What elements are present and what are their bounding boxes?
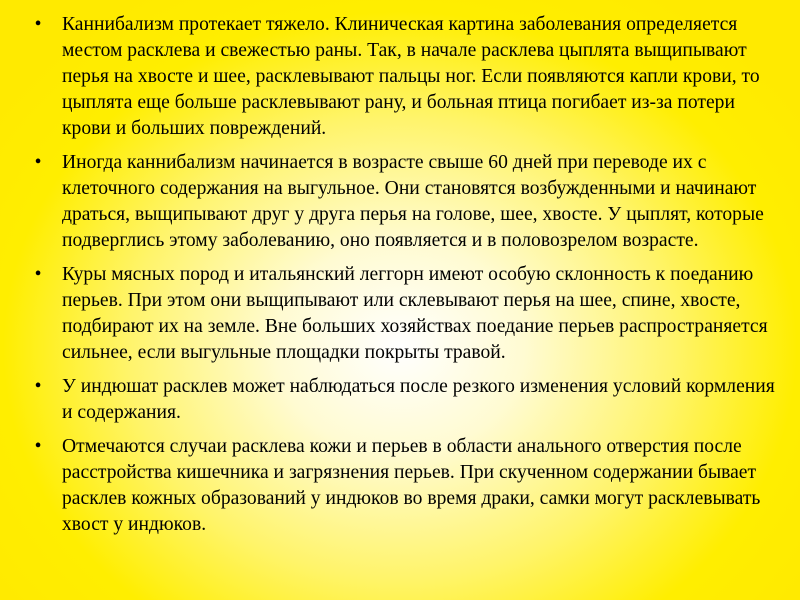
bullet-dot-icon: • — [34, 14, 42, 35]
bullet-dot-icon: • — [34, 264, 42, 285]
bullet-text: У индюшат расклев может наблюдаться после резкого изменения условий кормления и содержания. — [62, 376, 775, 423]
bullet-item-feather-eating — [30, 262, 780, 366]
bullet-item-age-onset — [30, 150, 780, 254]
bullet-dot-icon: • — [34, 436, 42, 457]
bullet-item-cannibalism-course — [30, 12, 780, 142]
bullet-dot-icon: • — [34, 376, 42, 397]
bullet-text: Иногда каннибализм начинается в возрасте свыше 60 дней при переводе их с клеточного содержания на выгульное. Они становятся возбужденными и начинают драться, выщипывают друг у друга перья на голове, шее, хвосте. У цыплят, которые подверглись этому заболеванию, оно появляется и в половозрелом возрасте. — [62, 152, 764, 251]
bullet-item-skin-pecking — [30, 434, 780, 538]
bullet-dot-icon: • — [34, 152, 42, 173]
bullet-item-turkey-poults — [30, 374, 780, 426]
bullet-text: Куры мясных пород и итальянский леггорн имеют особую склонность к поеданию перьев. При этом они выщипывают или склевывают перья на шее, спине, хвосте, подбирают их на земле. Вне больших хозяйствах поедание перьев распространяется сильнее, если выгульные площадки покрыты травой. — [62, 264, 768, 363]
bullet-list — [30, 12, 780, 546]
bullet-text: Отмечаются случаи расклева кожи и перьев в области анального отверстия после расстройства кишечника и загрязнения перьев. При скученном содержании бывает расклев кожных образований у индюков во время драки, самки могут расклевывать хвост у индюков. — [62, 436, 761, 535]
bullet-text: Каннибализм протекает тяжело. Клиническая картина заболевания определяется местом расклева и свежестью раны. Так, в начале расклева цыплята выщипывают перья на хвосте и шее, расклевывают пальцы ног. Если появляются капли крови, то цыплята еще больше расклевывают рану, и больная птица погибает из-за потери крови и больших повреждений. — [62, 14, 760, 139]
